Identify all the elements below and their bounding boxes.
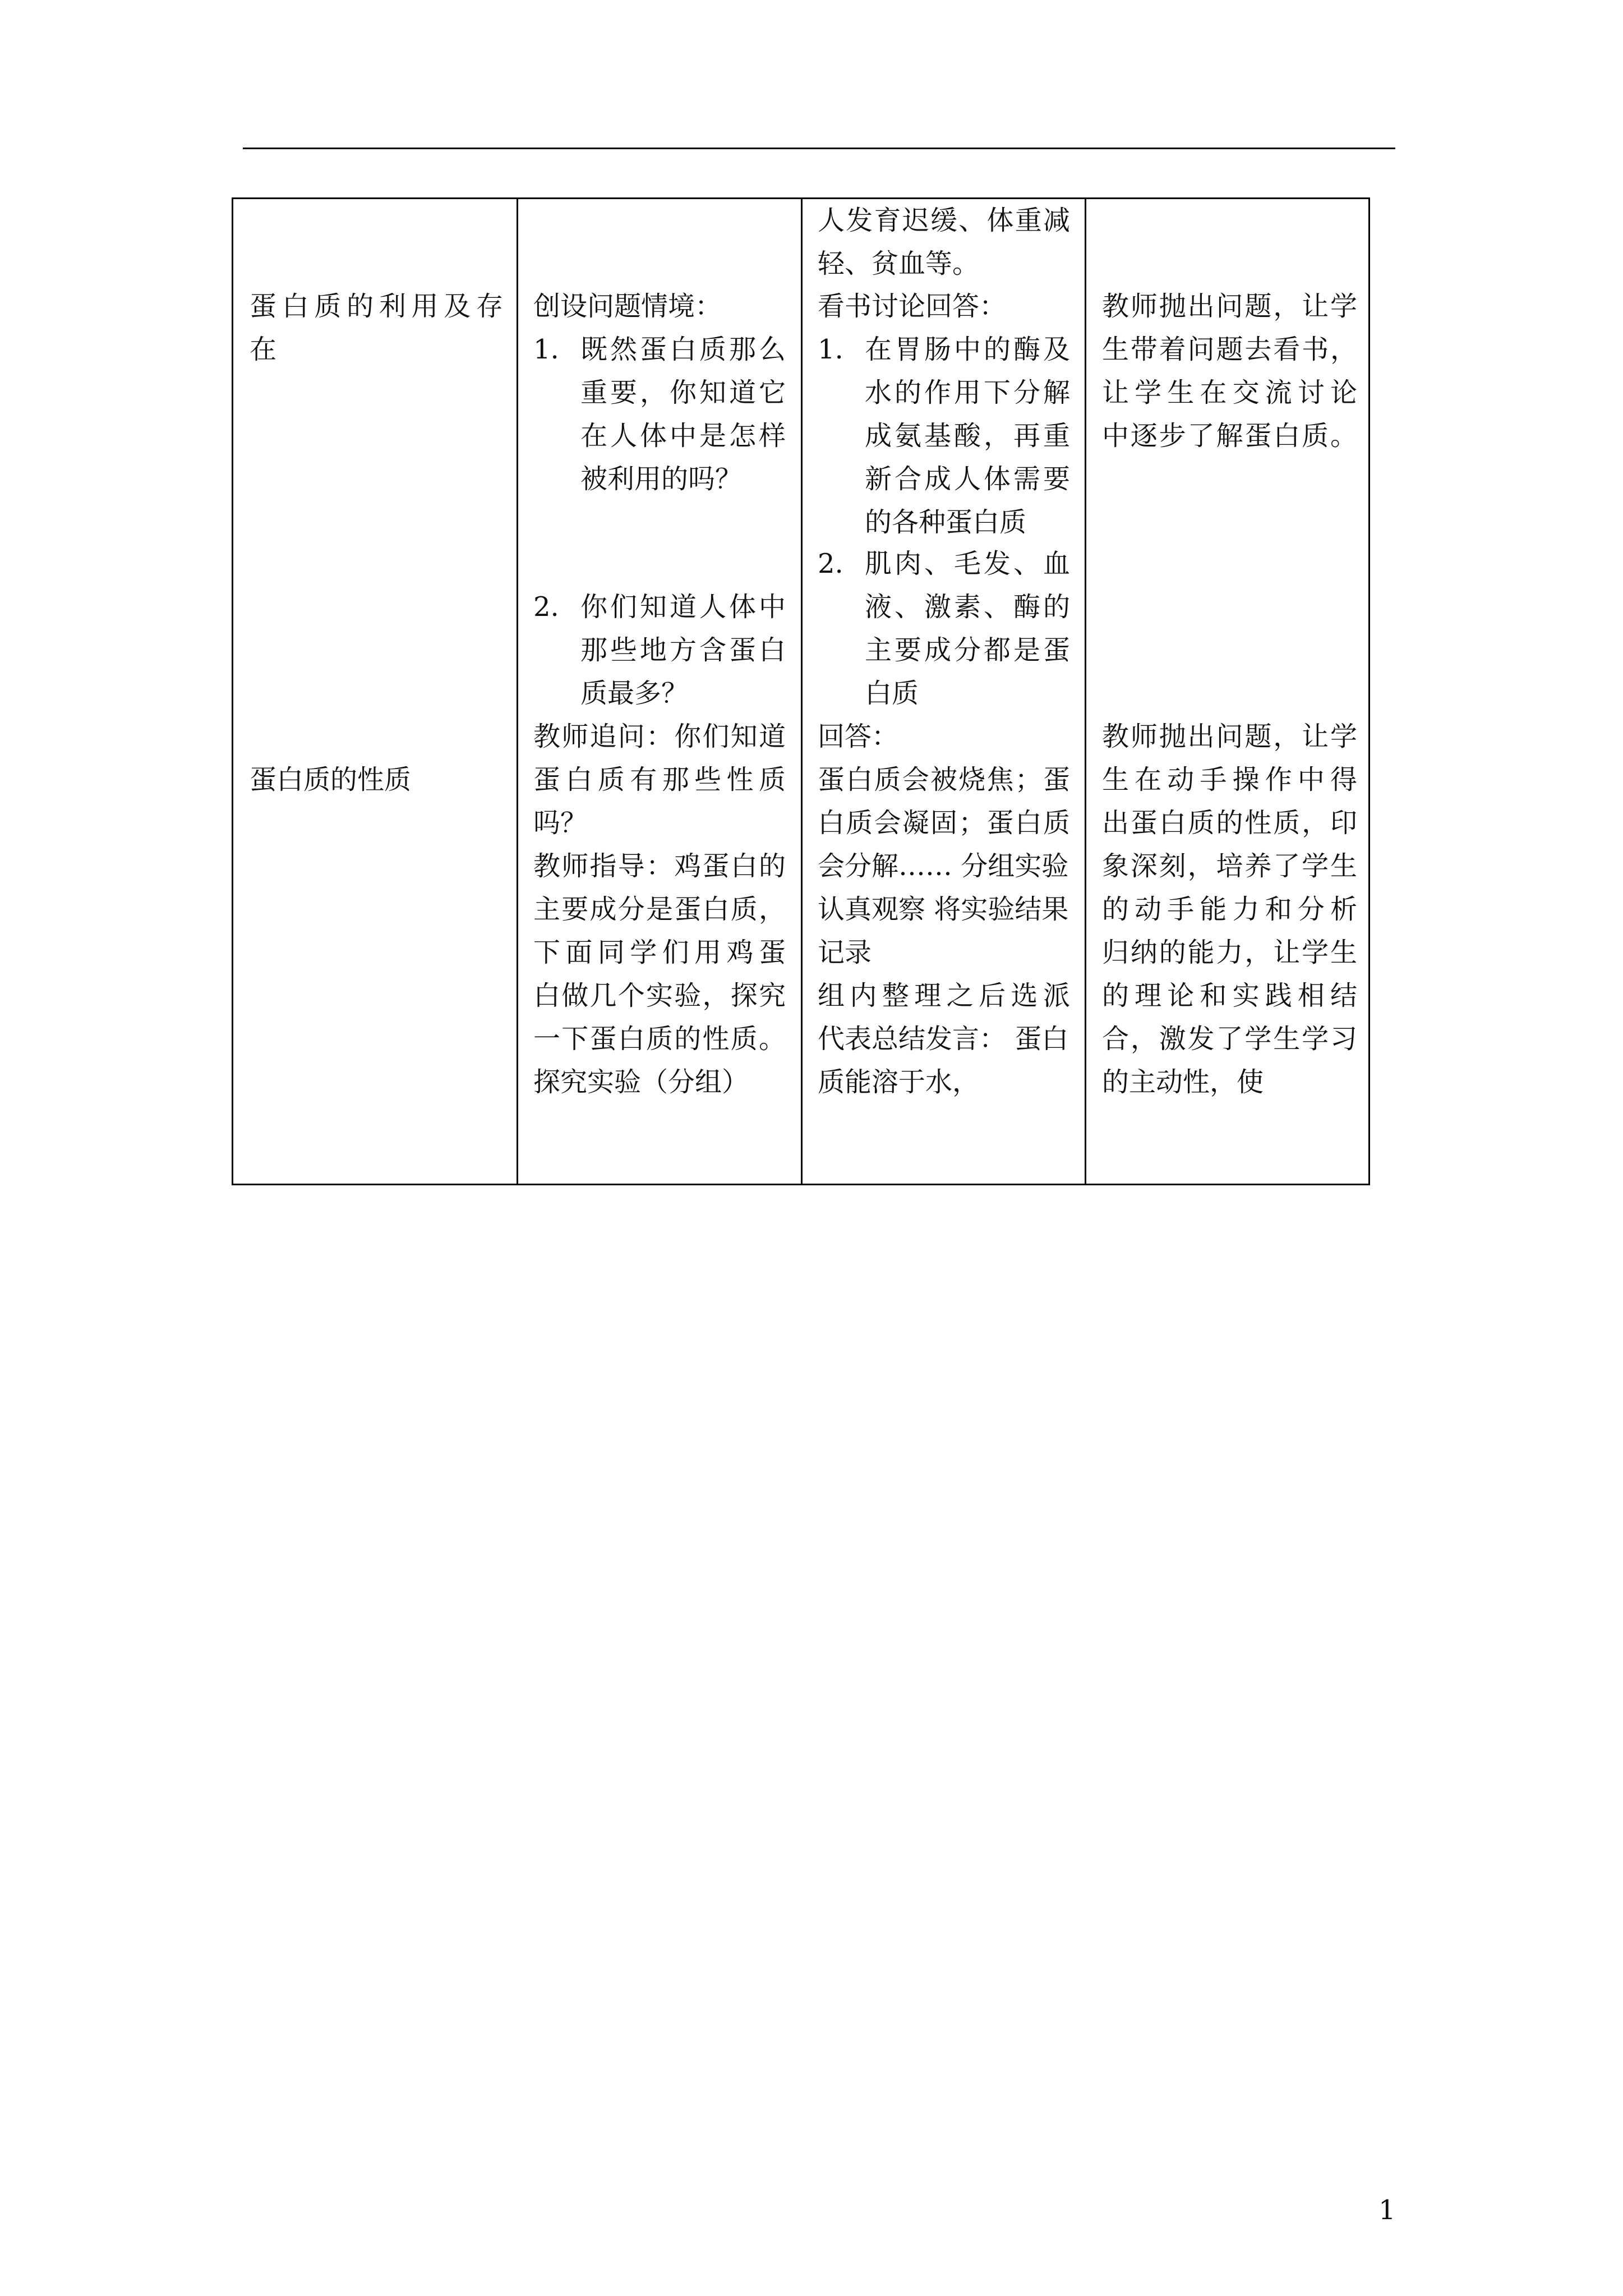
topic-properties: 蛋白质的性质 (250, 764, 412, 795)
intent-utilization (1102, 285, 1357, 458)
teacher-question-1-line: 重要，你知道它 (580, 377, 786, 408)
student-experiment-line: 将实验结果记录 (818, 894, 1069, 968)
student-experiment-line: 白质会凝固；蛋白质 (818, 807, 1070, 839)
student-experiment-line: 认真观察 (818, 894, 926, 925)
teacher-followup-line: 主要成分是蛋白质， (533, 894, 786, 925)
student-experiment-line: 回答： (818, 721, 899, 752)
student-top (818, 199, 1070, 286)
topic-utilization-line-2: 在 (250, 334, 277, 365)
teacher-followup-line: 蛋白质有那些性质 (533, 764, 786, 795)
teacher-followup-line: 吗？ (533, 807, 588, 839)
intent-properties-line: 的动手能力和分析 (1102, 894, 1357, 925)
intent-utilization-line: 让学生在交流讨论 (1102, 377, 1357, 408)
intent-properties-line: 的主动性，使 (1102, 1066, 1264, 1098)
student-experiment-line: 代表总结发言： (818, 1023, 1007, 1055)
student-answer-1-line: 新合成人体需要 (865, 463, 1070, 495)
student-top-line: 轻、贫血等。 (818, 248, 980, 279)
intent-properties-line: 教师抛出问题，让学 (1102, 721, 1357, 752)
teacher-question-1-number: 1. (533, 334, 559, 365)
teacher-followup-line: 下面同学们用鸡蛋 (533, 937, 786, 968)
student-intro: 看书讨论回答： (818, 291, 1007, 322)
teacher-followup-line: 教师追问：你们知道 (533, 721, 786, 752)
intent-properties-line: 的理论和实践相结 (1102, 980, 1357, 1011)
teacher-followup-line: 探究实验（分组） (533, 1066, 749, 1098)
column-divider-3 (1085, 199, 1086, 1184)
teacher-intro: 创设问题情境： (533, 291, 722, 322)
intent-properties-line: 出蛋白质的性质，印 (1102, 807, 1357, 839)
column-divider-2 (801, 199, 803, 1184)
teacher-followup-line: 一下蛋白质的性质。 (533, 1023, 786, 1055)
student-experiment (818, 715, 1070, 1104)
teacher-question-2-number: 2. (533, 591, 559, 623)
page-number: 1 (1378, 2194, 1396, 2226)
student-experiment-line: 会分解…… (818, 850, 953, 882)
intent-utilization-line: 生带着问题去看书， (1102, 334, 1357, 365)
student-answer-2-line: 白质 (865, 678, 919, 709)
student-answer-1-line: 在胃肠中的酶及 (865, 334, 1070, 365)
student-top-line: 人发育迟缓、体重减 (818, 205, 1070, 236)
student-answer-1-line: 水的作用下分解 (865, 377, 1070, 408)
student-answer-2-line: 主要成分都是蛋 (865, 634, 1070, 666)
intent-utilization-line: 教师抛出问题，让学 (1102, 291, 1357, 322)
student-experiment-line: 分组实验 (961, 850, 1069, 882)
student-answer-2-number: 2. (818, 548, 843, 579)
intent-properties-line: 合，激发了学生学习 (1102, 1023, 1357, 1055)
topic-utilization (250, 285, 503, 371)
teacher-question-1-line: 在人体中是怎样 (580, 420, 786, 452)
student-experiment-line: 蛋白质能溶于水， (818, 1023, 1069, 1098)
student-answer-1-line: 的各种蛋白质 (865, 507, 1027, 538)
teacher-followup (533, 715, 786, 1104)
header-rule (243, 148, 1395, 149)
teacher-question-1-line: 既然蛋白质那么 (580, 334, 786, 365)
teacher-followup-line: 教师指导：鸡蛋白的 (533, 850, 786, 882)
column-divider-1 (517, 199, 518, 1184)
teacher-followup-line: 白做几个实验，探究 (533, 980, 786, 1011)
student-answer-2-line: 肌肉、毛发、血 (865, 548, 1070, 579)
intent-utilization-line: 中逐步了解蛋白质。 (1102, 420, 1357, 452)
student-experiment-line: 组内整理之后选派 (818, 980, 1070, 1011)
intent-properties-line: 象深刻，培养了学生 (1102, 850, 1357, 882)
teacher-question-2-line: 那些地方含蛋白 (580, 634, 786, 666)
topic-utilization-line-1: 蛋白质的利用及存 (250, 291, 503, 322)
student-answer-1-line: 成氨基酸，再重 (865, 420, 1070, 452)
student-experiment-line: 蛋白质会被烧焦；蛋 (818, 764, 1070, 795)
teacher-question-1-line: 被利用的吗？ (580, 463, 743, 495)
teacher-question-2-line: 你们知道人体中 (580, 591, 786, 623)
intent-properties (1102, 715, 1357, 1104)
intent-properties-line: 归纳的能力，让学生 (1102, 937, 1357, 968)
student-answer-1-number: 1. (818, 334, 843, 365)
student-answer-2-line: 液、激素、酶的 (865, 591, 1070, 623)
teacher-question-2-line: 质最多？ (580, 678, 689, 709)
intent-properties-line: 生在动手操作中得 (1102, 764, 1357, 795)
